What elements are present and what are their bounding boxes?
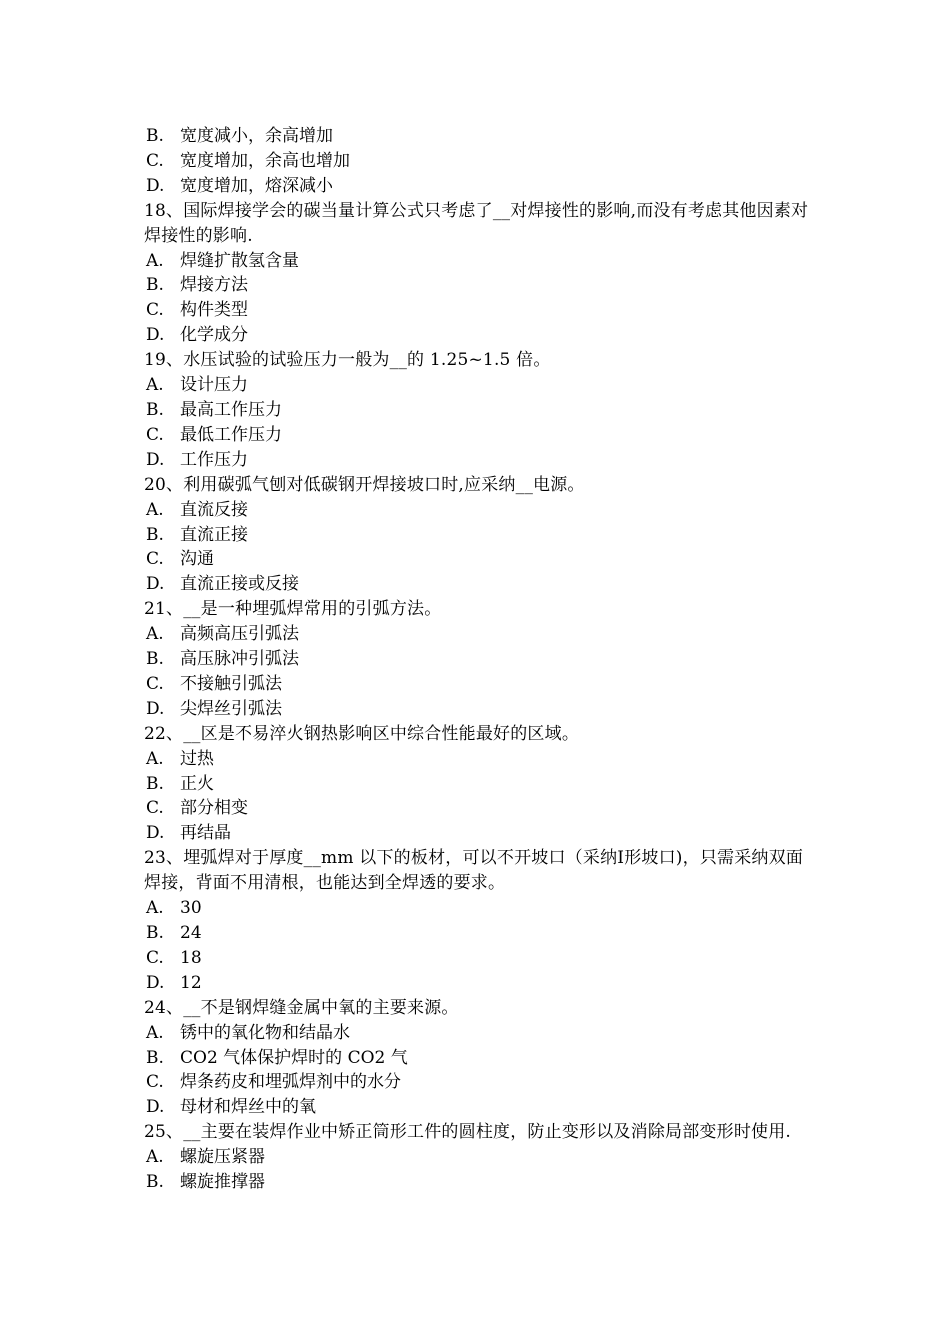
option-label: D.	[146, 972, 165, 993]
option-text: 18	[180, 947, 202, 968]
option-text: 工作压力	[180, 449, 248, 470]
option-label: A.	[146, 748, 164, 769]
option-label: C.	[146, 947, 164, 968]
option-label: A.	[146, 375, 164, 396]
answer-option	[144, 1021, 814, 1046]
option-text: 宽度增加，熔深减小	[180, 175, 333, 196]
option-text: 螺旋推撑器	[180, 1172, 265, 1193]
answer-option	[144, 373, 814, 398]
option-text: 部分相变	[180, 798, 248, 819]
answer-option	[144, 249, 814, 274]
option-label: B.	[146, 1172, 164, 1193]
option-text: 母材和焊丝中的氧	[180, 1097, 316, 1118]
option-text: 直流反接	[180, 499, 248, 520]
option-label: A.	[146, 499, 164, 520]
question-text: 24、__不是钢焊缝金属中氧的主要来源。	[144, 997, 459, 1018]
answer-option	[144, 1170, 814, 1195]
answer-option	[144, 448, 814, 473]
answer-option	[144, 298, 814, 323]
answer-option	[144, 498, 814, 523]
answer-option	[144, 174, 814, 199]
option-label: C.	[146, 150, 164, 171]
answer-option	[144, 149, 814, 174]
answer-option	[144, 796, 814, 821]
answer-option	[144, 273, 814, 298]
option-label: A.	[146, 898, 164, 919]
option-text: 最低工作压力	[180, 424, 282, 445]
option-text: 螺旋压紧器	[180, 1147, 265, 1168]
answer-option	[144, 672, 814, 697]
option-text: 设计压力	[180, 375, 248, 396]
answer-option	[144, 1095, 814, 1120]
option-text: 24	[180, 923, 202, 943]
answer-option	[144, 398, 814, 423]
option-label: C.	[146, 549, 164, 570]
answer-option	[144, 323, 814, 348]
option-text: 不接触引弧法	[180, 673, 282, 694]
answer-option	[144, 622, 814, 647]
option-label: A.	[146, 624, 164, 645]
question-text: 23、埋弧焊对于厚度__mm 以下的板材，可以不开坡口（采纳Ⅰ形坡口)，只需采纳双面焊接，背面不用清根，也能达到全焊透的要求。	[144, 848, 804, 894]
option-label: D.	[146, 175, 165, 196]
option-label: C.	[146, 798, 164, 819]
option-label: B.	[146, 524, 164, 545]
answer-option	[144, 124, 814, 149]
answer-option	[144, 1145, 814, 1170]
answer-option	[144, 921, 814, 946]
option-text: 再结晶	[180, 823, 231, 844]
option-label: B.	[146, 126, 164, 146]
option-label: C.	[146, 300, 164, 321]
answer-option	[144, 572, 814, 597]
answer-option	[144, 896, 814, 921]
answer-option	[144, 1070, 814, 1095]
option-text: 焊缝扩散氢含量	[180, 250, 299, 271]
answer-option	[144, 523, 814, 548]
answer-option	[144, 971, 814, 996]
answer-option	[144, 647, 814, 672]
option-label: D.	[146, 574, 165, 595]
answer-option	[144, 547, 814, 572]
option-text: 宽度增加，余高也增加	[180, 150, 350, 171]
option-label: A.	[146, 1022, 164, 1043]
option-label: C.	[146, 673, 164, 694]
option-label: C.	[146, 424, 164, 445]
option-text: 锈中的氧化物和结晶水	[180, 1022, 350, 1043]
option-text: 高频高压引弧法	[180, 624, 299, 645]
option-text: 尖焊丝引弧法	[180, 698, 282, 719]
option-text: 12	[180, 972, 202, 993]
option-text: 构件类型	[180, 300, 248, 321]
answer-option	[144, 1046, 814, 1071]
answer-option	[144, 946, 814, 971]
option-label: B.	[146, 923, 164, 943]
question-text: 25、__主要在装焊作业中矫正筒形工件的圆柱度，防止变形以及消除局部变形时使用.	[144, 1122, 792, 1143]
option-text: 直流正接或反接	[180, 574, 299, 595]
question-text: 19、水压试验的试验压力一般为__的 1.25~1.5 倍。	[144, 350, 551, 371]
question-text: 21、__是一种埋弧焊常用的引弧方法。	[144, 599, 442, 620]
option-label: A.	[146, 1147, 164, 1168]
option-label: D.	[146, 325, 165, 346]
option-label: A.	[146, 250, 164, 271]
option-label: B.	[146, 275, 164, 296]
answer-option	[144, 821, 814, 846]
answer-option	[144, 772, 814, 797]
document-page	[144, 124, 814, 1195]
option-text: 宽度减小，余高增加	[180, 126, 333, 146]
option-text: 正火	[180, 773, 214, 794]
option-text: 焊接方法	[180, 275, 248, 296]
answer-option	[144, 747, 814, 772]
option-text: 化学成分	[180, 325, 248, 346]
option-label: B.	[146, 1047, 164, 1068]
option-label: D.	[146, 449, 165, 470]
answer-option	[144, 423, 814, 448]
answer-option	[144, 697, 814, 722]
option-text: 直流正接	[180, 524, 248, 545]
option-text: 30	[180, 898, 202, 919]
option-label: D.	[146, 1097, 165, 1118]
question-text: 18、国际焊接学会的碳当量计算公式只考虑了__对焊接性的影响,而没有考虑其他因素对焊接性的影响.	[144, 200, 809, 246]
question-text: 22、__区是不易淬火钢热影响区中综合性能最好的区域。	[144, 723, 580, 744]
option-text: 焊条药皮和埋弧焊剂中的水分	[180, 1072, 401, 1093]
option-label: B.	[146, 773, 164, 794]
option-text: 最高工作压力	[180, 399, 282, 420]
option-text: 过热	[180, 748, 214, 769]
option-label: B.	[146, 649, 164, 670]
option-text: 高压脉冲引弧法	[180, 649, 299, 670]
option-label: B.	[146, 399, 164, 420]
option-text: CO2 气体保护焊时的 CO2 气	[180, 1047, 408, 1068]
option-label: D.	[146, 823, 165, 844]
question-text: 20、利用碳弧气刨对低碳钢开焊接坡口时,应采纳__电源。	[144, 474, 585, 495]
option-label: C.	[146, 1072, 164, 1093]
option-label: D.	[146, 698, 165, 719]
option-text: 沟通	[180, 549, 214, 570]
